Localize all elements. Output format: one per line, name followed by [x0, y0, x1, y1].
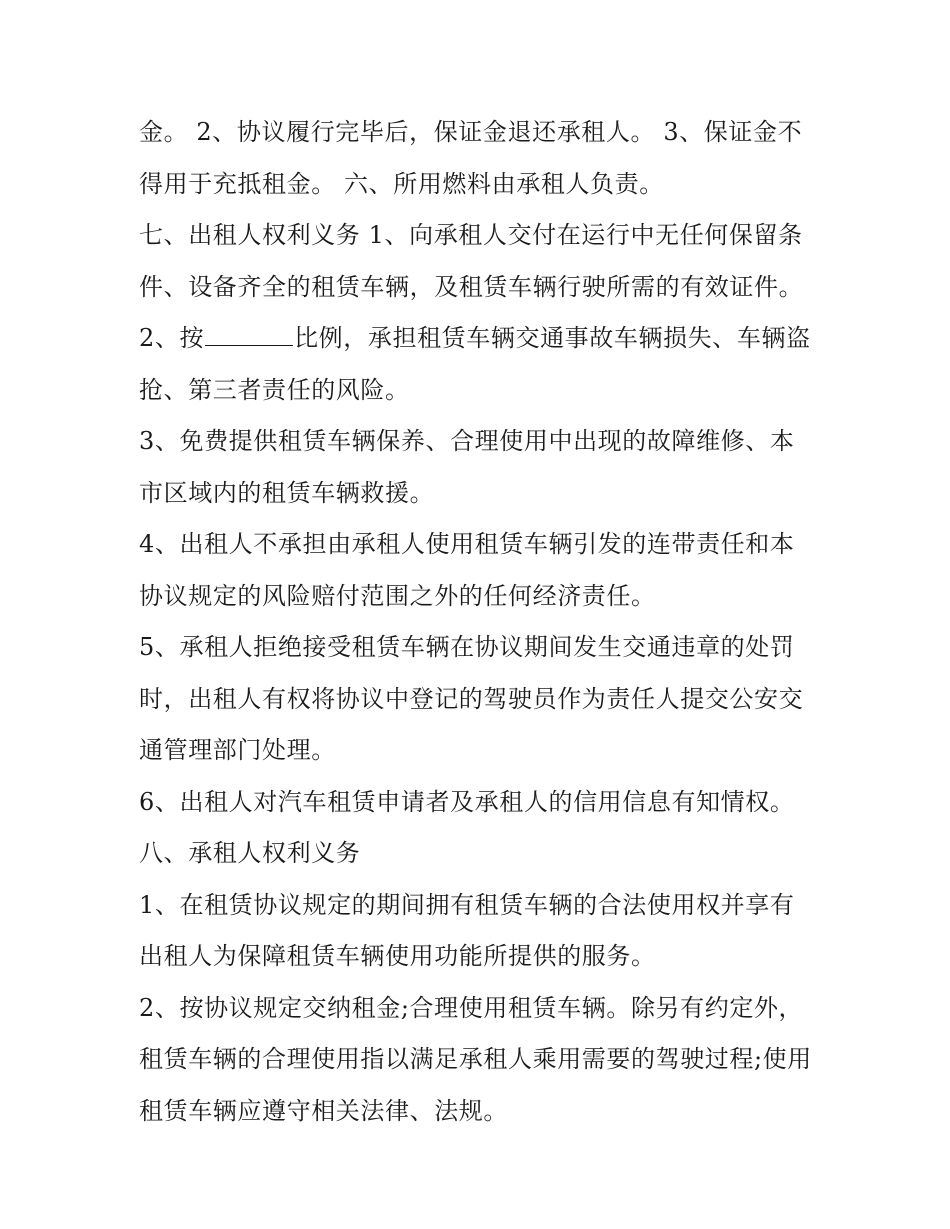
paragraph-lessor-rights-6: 6、出租人对汽车租赁申请者及承租人的信用信息有知情权。: [139, 787, 795, 816]
paragraph-lessor-rights-4: 4、出租人不承担由承租人使用租赁车辆引发的连带责任和本协议规定的风险赔付范围之外的任何经济责任。: [139, 530, 795, 610]
paragraph-lessor-rights-2-after: 比例，承担租赁车辆交通事故车辆损失、车辆盗抢、第三者责任的风险。: [139, 324, 811, 404]
fill-in-blank: [205, 325, 293, 346]
paragraph-lessor-rights-1: 七、出租人权利义务 1、向承租人交付在运行中无任何保留条件、设备齐全的租赁车辆，及租赁车辆行驶所需的有效证件。: [139, 221, 804, 301]
paragraph-lessor-rights-2: [139, 313, 819, 416]
paragraph-lessee-rights-2: 2、按协议规定交纳租金;合理使用租赁车辆。除另有约定外，租赁车辆的合理使用指以满足承租人乘用需要的驾驶过程;使用租赁车辆应遵守相关法律、法规。: [139, 993, 812, 1125]
paragraph-lessor-rights-2-before: 2、按: [139, 324, 205, 352]
paragraph-lessor-rights-5: 5、承租人拒绝接受租赁车辆在协议期间发生交通违章的处罚时，出租人有权将协议中登记的驾驶员作为责任人提交公安交通管理部门处理。: [139, 633, 804, 764]
document-body: [139, 107, 819, 1137]
paragraph-lessee-rights-1: 1、在租赁协议规定的期间拥有租赁车辆的合法使用权并享有出租人为保障租赁车辆使用功能所提供的服务。: [139, 890, 795, 970]
paragraph-deposit-fuel: 金。 2、协议履行完毕后，保证金退还承租人。 3、保证金不得用于充抵租金。 六、所用燃料由承租人负责。: [139, 118, 803, 198]
paragraph-lessor-rights-3: 3、免费提供租赁车辆保养、合理使用中出现的故障维修、本市区域内的租赁车辆救援。: [139, 427, 795, 507]
section-heading-lessee-rights: 八、承租人权利义务: [139, 839, 361, 867]
